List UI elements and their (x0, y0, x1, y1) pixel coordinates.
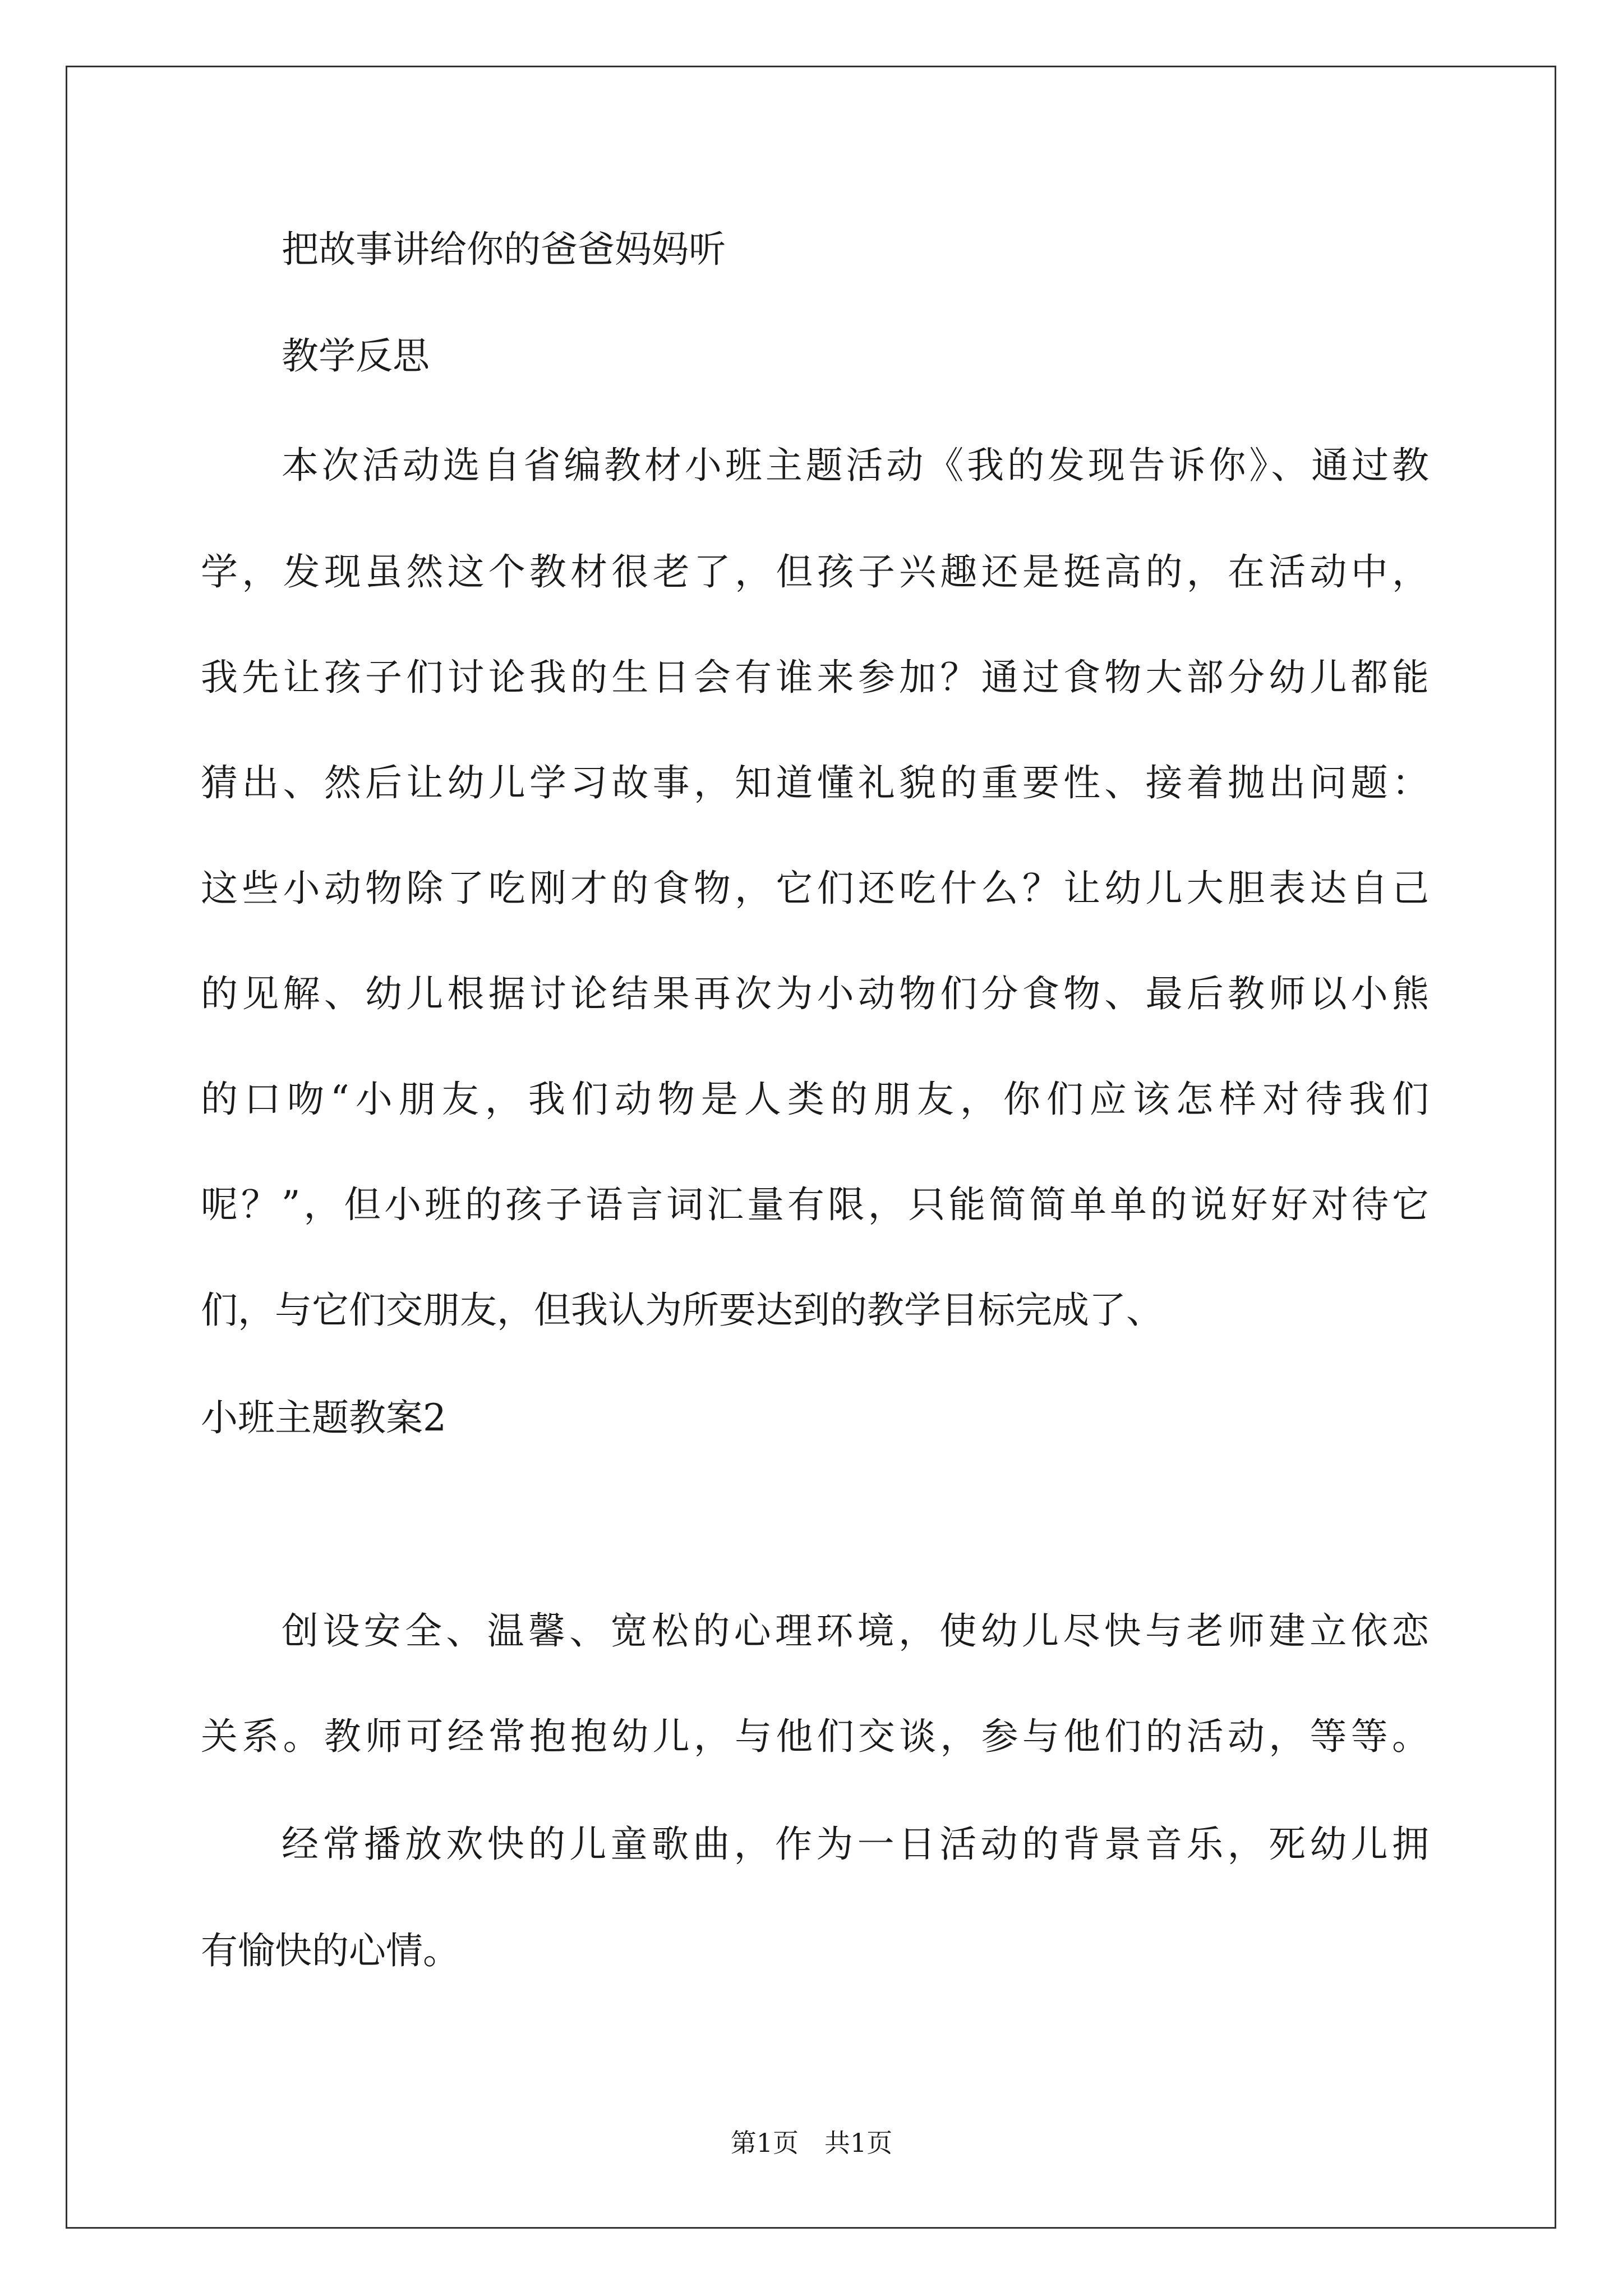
environment-line: 关系。教师可经常抱抱幼儿，与他们交谈，参与他们的活动，等等。 (201, 1715, 1429, 1758)
music-line: 经常播放欢快的儿童歌曲，作为一日活动的背景音乐，死幼儿拥 (282, 1823, 1429, 1866)
reflection-line: 的见解、幼儿根据讨论结果再次为小动物们分食物、最后教师以小熊 (201, 972, 1429, 1015)
reflection-line: 学，发现虽然这个教材很老了，但孩子兴趣还是挺高的，在活动中， (201, 550, 1429, 593)
paragraph-reflection-title: 教学反思 (282, 334, 430, 378)
reflection-line: 本次活动选自省编教材小班主题活动《我的发现告诉你》、通过教 (282, 444, 1429, 487)
page-border (66, 66, 1556, 2229)
page-footer: 第1页 共1页 (730, 2128, 893, 2158)
reflection-line: 猜出、然后让幼儿学习故事，知道懂礼貌的重要性、接着抛出问题： (201, 761, 1429, 804)
reflection-line: 呢？”，但小班的孩子语言词汇量有限，只能简简单单的说好好对待它 (201, 1183, 1429, 1226)
reflection-line: 我先让孩子们讨论我的生日会有谁来参加？通过食物大部分幼儿都能 (201, 656, 1429, 699)
paragraph-story: 把故事讲给你的爸爸妈妈听 (282, 228, 726, 271)
reflection-line: 这些小动物除了吃刚才的食物，它们还吃什么？让幼儿大胆表达自己 (201, 867, 1429, 910)
environment-line: 创设安全、温馨、宽松的心理环境，使幼儿尽快与老师建立依恋 (282, 1609, 1429, 1653)
section-heading: 小班主题教案2 (201, 1396, 446, 1439)
reflection-line: 的口吻“小朋友，我们动物是人类的朋友，你们应该怎样对待我们 (201, 1078, 1429, 1121)
music-line: 有愉快的心情。 (201, 1929, 460, 1972)
reflection-line: 们，与它们交朋友，但我认为所要达到的教学目标完成了、 (201, 1289, 1163, 1332)
